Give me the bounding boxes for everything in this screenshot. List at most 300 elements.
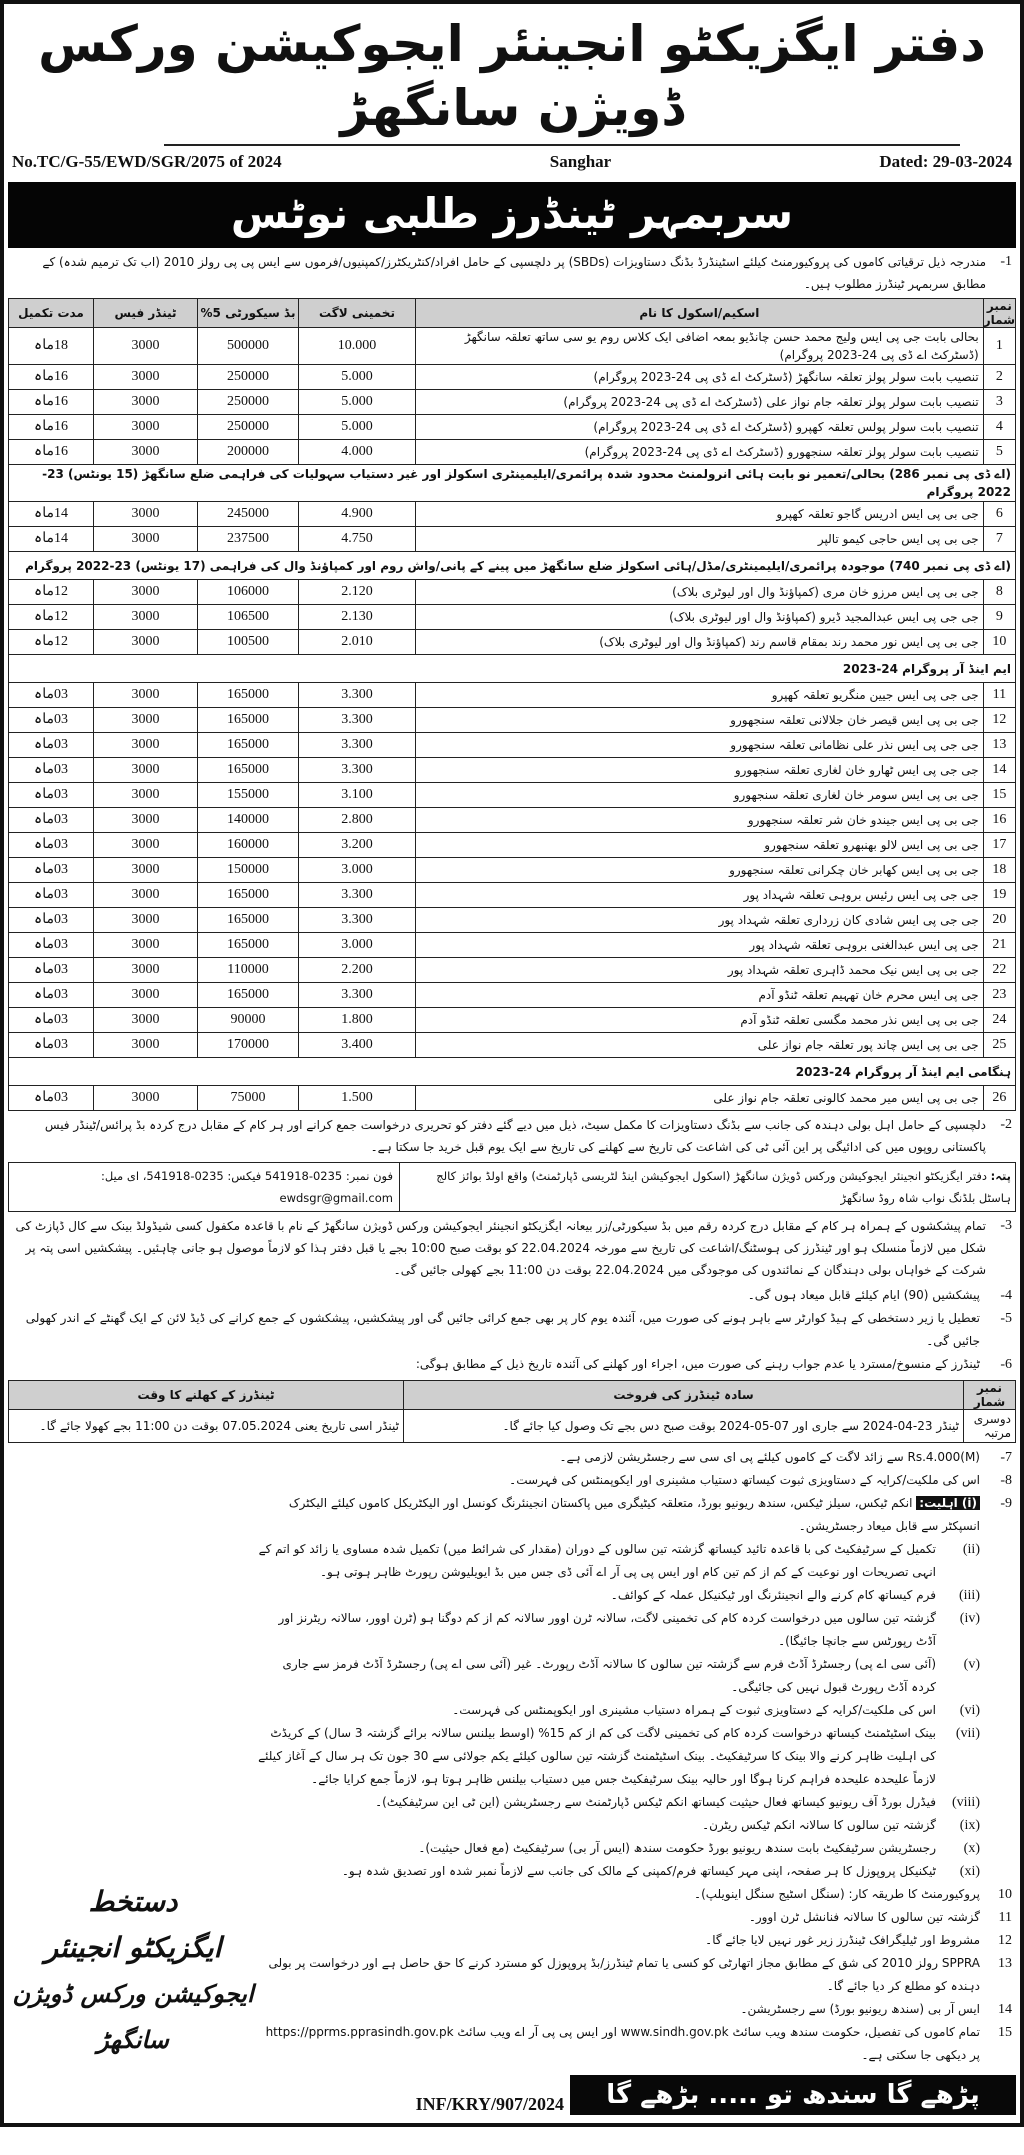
cell-bid-security: 165000 xyxy=(198,883,299,908)
cell-bid-security: 165000 xyxy=(198,708,299,733)
table-row xyxy=(9,933,1016,958)
cell-scheme-name: جی بی پی ایس چاند پور تعلقہ جام نواز علی xyxy=(416,1033,984,1058)
list-item xyxy=(258,1446,1016,1469)
cell-bid-security: 106000 xyxy=(198,580,299,605)
item-text: انکم ٹیکس، سیلز ٹیکس، سندھ ریونیو بورڈ، متعلقہ کیٹیگری میں پاکستان انجینئرنگ کونسل اور الیکٹریکل کاموں کیلئے الیکٹرک انسپکٹر سے قابل میعاد رجسٹریشن۔ xyxy=(288,1496,980,1533)
cell-estimated-cost: 3.300 xyxy=(299,733,416,758)
cell-completion-period: 12ماہ xyxy=(9,580,94,605)
cell-scheme-name: جی جی پی ایس جیین منگریو تعلقہ کھپرو xyxy=(416,683,984,708)
cell-completion-period: 03ماہ xyxy=(9,958,94,983)
cell-bid-security: 250000 xyxy=(198,390,299,415)
cell-completion-period: 03ماہ xyxy=(9,1086,94,1111)
list-item xyxy=(258,1929,1016,1952)
cell-serial: 20 xyxy=(983,908,1015,933)
section-row xyxy=(9,552,1016,580)
list-item xyxy=(258,1607,1016,1653)
list-item xyxy=(258,1722,1016,1791)
item-text: مشروط اور ٹیلیگرافک ٹینڈرز زیر غور نہیں لایا جائے گا۔ xyxy=(705,1933,980,1947)
cell-scheme-name: جی بی پی ایس نذر محمد مگسی تعلقہ ٹنڈو آدم xyxy=(416,1008,984,1033)
table-row xyxy=(9,708,1016,733)
cell-scheme-name: تنصیب بابت سولر پولز تعلقہ جام نواز علی (ڈسٹرکٹ اے ڈی پی 24-2023 پروگرام) xyxy=(416,390,984,415)
cell-serial: 15 xyxy=(983,783,1015,808)
notice-banner: سربمہر ٹینڈرز طلبی نوٹس xyxy=(8,182,1016,248)
cell-tender-fee: 3000 xyxy=(94,1033,198,1058)
cell-bid-security: 165000 xyxy=(198,983,299,1008)
cell-scheme-name: جی بی پی ایس سومر خان لغاری تعلقہ سنجھورو xyxy=(416,783,984,808)
cell-tender-fee: 3000 xyxy=(94,833,198,858)
cell-bid-security: 250000 xyxy=(198,415,299,440)
cell-tender-fee: 3000 xyxy=(94,440,198,465)
table-row xyxy=(9,365,1016,390)
cell-scheme-name: تنصیب بابت سولر پولز تعلقہ سنجھورو (ڈسٹرکٹ اے ڈی پی 24-2023 پروگرام) xyxy=(416,440,984,465)
cell-completion-period: 16ماہ xyxy=(9,390,94,415)
cell-completion-period: 14ماہ xyxy=(9,502,94,527)
cell-estimated-cost: 2.130 xyxy=(299,605,416,630)
col-completion-period: مدت تکمیل xyxy=(9,299,94,328)
cell-scheme-name: جی بی پی ایس ادریس گاجو تعلقہ کھپرو xyxy=(416,502,984,527)
item-number: 9- xyxy=(1000,1496,1012,1511)
table-row xyxy=(9,983,1016,1008)
inf-number: INF/KRY/907/2024 xyxy=(415,2094,564,2114)
cell-bid-security: 170000 xyxy=(198,1033,299,1058)
cell-completion-period: 18ماہ xyxy=(9,328,94,365)
cell-completion-period: 03ماہ xyxy=(9,683,94,708)
cell-attempt: دوسری مرتبہ xyxy=(964,1410,1016,1443)
list-item xyxy=(258,1952,1016,1998)
table-row xyxy=(9,733,1016,758)
item-number: (v) xyxy=(963,1657,980,1672)
cell-bid-security: 155000 xyxy=(198,783,299,808)
cell-serial: 23 xyxy=(983,983,1015,1008)
cell-scheme-name: جی جی پی ایس عبدالمجید ڈیرو (کمپاؤنڈ وال اور لیوٹری بلاک) xyxy=(416,605,984,630)
cell-scheme-name: جی بی پی ایس کھابر خان چکرانی تعلقہ سنجھورو xyxy=(416,858,984,883)
item-text: گزشتہ تین سالوں میں درخواست کردہ کام کی تخمینی لاگت، سالانہ ٹرن اوور سالانہ کم از کم دوگنا ہو (ٹرن اوور، سالانہ ریٹرنز اور آڈٹ رپورٹس سے جانچا جائیگا)۔ xyxy=(278,1611,936,1648)
cell-tender-fee: 3000 xyxy=(94,858,198,883)
cell-completion-period: 03ماہ xyxy=(9,783,94,808)
cell-serial: 8 xyxy=(983,580,1015,605)
cell-scheme-name: جی جی پی ایس شادی کان زرداری تعلقہ شہداد پور xyxy=(416,908,984,933)
cell-scheme-name: جی بی پی ایس حاجی کیمو تالپر xyxy=(416,527,984,552)
cell-estimated-cost: 1.800 xyxy=(299,1008,416,1033)
item-number: (xi) xyxy=(959,1864,980,1879)
paragraph-1 xyxy=(8,251,1016,295)
list-item xyxy=(258,1814,1016,1837)
cell-serial: 25 xyxy=(983,1033,1015,1058)
section-title: ایم اینڈ آر پروگرام 24-2023 xyxy=(9,655,1016,683)
section-title: (اے ڈی پی نمبر 286) بحالی/تعمیر نو بابت ہائی انرولمنٹ محدود شدہ پرائمری/ایلیمینٹری اسکولز اور غیر دستیاب سہولیات کی فراہمی ضلع سانگھڑ (15 یونٹس) 23-2022 پروگرام xyxy=(9,465,1016,502)
list-item xyxy=(258,1998,1016,2021)
item-text: بینک اسٹیٹمنٹ کیساتھ درخواست کردہ کام کی تخمینی لاگت کی کم از کم 15% (اوسط بیلنس سالانہ برائے گزشتہ 3 سال) کے کریڈٹ کی اہلیت ظاہر کرنے والا بینک کا سرٹیفکیٹ۔ بینک اسٹیٹمنٹ گزشتہ تین سالوں کیلئے یکم جولائی سے 30 جون تک ہر سال کے آغاز کیلئے لازماً علیحدہ علیحدہ فراہم کرنا ہوگا اور حالیہ بینک سرٹیفکیٹ جس میں دستیاب بیلنس ظاہر ہوتا ہو، لازماً جمع کرایا جائے۔ xyxy=(258,1726,936,1786)
table-row xyxy=(9,527,1016,552)
cell-tender-fee: 3000 xyxy=(94,605,198,630)
col-tender-fee: ٹینڈر فیس xyxy=(94,299,198,328)
item-text: تعطیل یا زیر دستخطی کے ہیڈ کوارٹر سے باہر ہونے کی صورت میں، آئندہ یوم کار پر بھی جمع کرائی جائیں گی اور پیشکشیں، پیشکشوں کے جمع کرانے کی ڈیڈ لائن کے ایک گھنٹے کے اندر کھولی جائیں گی۔ xyxy=(25,1311,980,1348)
cell-bid-security: 75000 xyxy=(198,1086,299,1111)
cell-tender-fee: 3000 xyxy=(94,808,198,833)
table-row xyxy=(9,1410,1016,1443)
cell-estimated-cost: 2.120 xyxy=(299,580,416,605)
col-scheme-name: اسکیم/اسکول کا نام xyxy=(416,299,984,328)
item-number: 15 xyxy=(998,2025,1012,2040)
cell-serial: 12 xyxy=(983,708,1015,733)
col-serial: نمبر شمار xyxy=(983,299,1015,327)
item-text: SPPRA رولز 2010 کی شق کے مطابق مجاز اتھارٹی کو کسی یا تمام ٹینڈرز/بڈ پروپوزل کو مسترد کرنے کا حق حاصل ہے اور درخواست پر بولی دہندہ کو مطلع کر دیا جائے گا۔ xyxy=(268,1956,980,1993)
list-item xyxy=(258,1538,1016,1584)
item-text: پروکیورمنٹ کا طریقہ کار: (سنگل اسٹیج سنگل اینویلپ)۔ xyxy=(694,1887,980,1901)
cell-scheme-name: جی بی پی ایس مرزو خان مری (کمپاؤنڈ وال اور لیوٹری بلاک) xyxy=(416,580,984,605)
col-estimated-cost: تخمینی لاگت xyxy=(299,299,416,328)
cell-bid-security: 500000 xyxy=(198,328,299,365)
cell-completion-period: 16ماہ xyxy=(9,365,94,390)
cell-estimated-cost: 3.400 xyxy=(299,1033,416,1058)
signatory-office: ایجوکیشن ورکس ڈویژن سانگھڑ xyxy=(12,1980,254,2054)
cell-completion-period: 03ماہ xyxy=(9,883,94,908)
cell-serial: 14 xyxy=(983,758,1015,783)
cell-tender-fee: 3000 xyxy=(94,883,198,908)
item-number: 5- xyxy=(1000,1311,1012,1326)
table-row xyxy=(9,1008,1016,1033)
office-address xyxy=(399,1163,1015,1211)
col-serial: نمبر شمار xyxy=(964,1381,1016,1410)
cell-estimated-cost: 10.000 xyxy=(299,328,416,365)
item-number: 6- xyxy=(1000,1357,1012,1372)
list-item xyxy=(258,1791,1016,1814)
table-row xyxy=(9,502,1016,527)
item-number: (iii) xyxy=(958,1588,980,1603)
item-text: (آئی سی اے پی) رجسٹرڈ آڈٹ فرم سے گزشتہ تین سالوں کا سالانہ آڈٹ رپورٹ۔ غیر (آئی سی اے پی) رجسٹرڈ آڈٹ فرمز سے جاری کردہ آڈٹ رپورٹ قبول نہیں کی جائیگی۔ xyxy=(282,1657,936,1694)
item-text: ٹیکنیکل پروپوزل کا ہر صفحہ، اپنی مہر کیساتھ فرم/کمپنی کے مالک کی جانب سے لازماً نمبر شدہ اور تصدیق شدہ ہو۔ xyxy=(341,1864,936,1878)
address-text: دفتر ایگزیکٹو انجینئر ایجوکیشن ورکس ڈویژن سانگھڑ (اسکول ایجوکیشن اینڈ لٹریسی ڈپارٹمنٹ) واقع اولڈ بوائز کالج ہاسٹل بلڈنگ نواب شاہ روڈ سانگھڑ xyxy=(436,1169,1011,1205)
item-number: (x) xyxy=(963,1841,980,1856)
date: Dated: 29-03-2024 xyxy=(879,152,1012,171)
paragraph-number: 2- xyxy=(1000,1117,1012,1132)
item-number: 8- xyxy=(1000,1473,1012,1488)
footer xyxy=(8,2075,1016,2150)
paragraph-3 xyxy=(8,1215,1016,1281)
cell-tender-fee: 3000 xyxy=(94,328,198,365)
cell-estimated-cost: 5.000 xyxy=(299,390,416,415)
cell-scheme-name: بحالی بابت جی پی ایس ولیج محمد حسن چانڈیو بمعہ اضافی ایک کلاس روم یو سی ساتھ تعلقہ سانگھڑ (ڈسٹرکٹ اے ڈی پی 24-2023 پروگرام) xyxy=(416,328,984,365)
cell-serial: 16 xyxy=(983,808,1015,833)
item-number: 14 xyxy=(998,2002,1012,2017)
signature-block xyxy=(8,1879,258,2067)
cell-tender-fee: 3000 xyxy=(94,1086,198,1111)
cell-estimated-cost: 4.900 xyxy=(299,502,416,527)
cell-tender-fee: 3000 xyxy=(94,527,198,552)
item-number: 4- xyxy=(1000,1288,1012,1303)
table-header-row xyxy=(9,299,1016,328)
item-text: پیشکشیں (90) ایام کیلئے قابل میعاد ہوں گی۔ xyxy=(747,1288,980,1302)
cell-bid-security: 250000 xyxy=(198,365,299,390)
list-item xyxy=(258,1837,1016,1860)
table-row xyxy=(9,580,1016,605)
office-title: دفتر ایگزیکٹو انجینئر ایجوکیشن ورکس ڈویژن سانگھڑ xyxy=(38,15,986,137)
paragraph-text: مندرجہ ذیل ترقیاتی کاموں کی پروکیورمنٹ کیلئے اسٹینڈرڈ بڈنگ دستاویزات (SBDs) پر دلچسپی کے حامل افراد/کنٹریکٹرز/کمپنیوں/فرموں سے ایس پی پی رولز 2010 (اب تک ترمیم شدہ) کے مطابق سربمہر ٹینڈرز مطلوب ہیں۔ xyxy=(42,255,986,291)
cell-completion-period: 03ماہ xyxy=(9,833,94,858)
place: Sanghar xyxy=(549,152,612,171)
cell-completion-period: 03ماہ xyxy=(9,708,94,733)
table-row xyxy=(9,783,1016,808)
item-text: رجسٹریشن سرٹیفکیٹ بابت سندھ ریونیو بورڈ حکومت سندھ (ایس آر بی) سرٹیفکیٹ (مع فعال حیثیت)۔ xyxy=(418,1841,936,1855)
list-item xyxy=(8,1284,1016,1307)
eligibility-label: (i) اہلیت: xyxy=(916,1496,980,1510)
paragraph-text: دلچسپی کے حامل اہل بولی دہندہ کی جانب سے بڈنگ دستاویزات کا مکمل سیٹ، ذیل میں دیے گئے دفتر کو تحریری درخواست جمع کرانے اور ہر کام کے مقابل درج کردہ بڈ پرائس/ٹینڈر فیس پاکستانی روپوں میں کی ادائیگی پر این آئی ٹی کی اشاعت کی تاریخ سے کھلنے کی تاریخ سے ایک یوم قبل خرید جا سکتا ہے۔ xyxy=(44,1118,986,1154)
item-text: اس کی ملکیت/کرایہ کے دستاویزی ثبوت کیساتھ دستیاب مشینری اور ایکوپمنٹس کی فہرست۔ xyxy=(509,1473,980,1487)
cell-serial: 22 xyxy=(983,958,1015,983)
cell-sale: ٹینڈر 23-04-2024 سے جاری اور 07-05-2024 بوقت صبح دس بجے تک وصول کیا جائے گا۔ xyxy=(404,1410,964,1443)
col-opening: ٹینڈرز کے کھلنے کا وقت xyxy=(9,1381,404,1410)
section-title: (اے ڈی پی نمبر 740) موجودہ پرائمری/ایلیمینٹری/مڈل/ہائی اسکولز ضلع سانگھڑ میں پینے کے پانی/واش روم اور کمپاؤنڈ وال کی فراہمی (17 یونٹس) 23-2022 پروگرام xyxy=(9,552,1016,580)
cell-serial: 11 xyxy=(983,683,1015,708)
table-row xyxy=(9,1033,1016,1058)
cell-bid-security: 150000 xyxy=(198,858,299,883)
cell-scheme-name: جی پی ایس عبدالغنی بروہی تعلقہ شہداد پور xyxy=(416,933,984,958)
table-row xyxy=(9,858,1016,883)
table-row xyxy=(9,833,1016,858)
cell-tender-fee: 3000 xyxy=(94,933,198,958)
re-tender-schedule-table xyxy=(8,1380,1016,1443)
item-text: اس کی ملکیت/کرایہ کے دستاویزی ثبوت کے ہمراہ دستیاب مشینری اور ایکوپمنٹس کی فہرست۔ xyxy=(452,1703,936,1717)
cell-tender-fee: 3000 xyxy=(94,908,198,933)
cell-estimated-cost: 3.300 xyxy=(299,983,416,1008)
cell-estimated-cost: 3.100 xyxy=(299,783,416,808)
list-item xyxy=(8,1307,1016,1353)
cell-scheme-name: جی بی پی ایس میر محمد کالونی تعلقہ جام نواز علی xyxy=(416,1086,984,1111)
cell-estimated-cost: 3.300 xyxy=(299,683,416,708)
cell-scheme-name: جی بی پی ایس قیصر خان جلالانی تعلقہ سنجھورو xyxy=(416,708,984,733)
table-row xyxy=(9,883,1016,908)
item-number: 13 xyxy=(998,1956,1012,1971)
cell-tender-fee: 3000 xyxy=(94,983,198,1008)
cell-scheme-name: جی بی پی ایس نیک محمد ڈاہری تعلقہ شہداد پور xyxy=(416,958,984,983)
title-divider xyxy=(164,144,960,146)
cell-scheme-name: جی جی پی ایس رئیس بروہی تعلقہ شہداد پور xyxy=(416,883,984,908)
cell-tender-fee: 3000 xyxy=(94,958,198,983)
cell-bid-security: 165000 xyxy=(198,683,299,708)
cell-tender-fee: 3000 xyxy=(94,630,198,655)
cell-tender-fee: 3000 xyxy=(94,708,198,733)
cell-completion-period: 12ماہ xyxy=(9,605,94,630)
tender-schedule-table xyxy=(8,298,1016,1111)
cell-tender-fee: 3000 xyxy=(94,365,198,390)
cell-estimated-cost: 3.300 xyxy=(299,883,416,908)
reference-number: No.TC/G-55/EWD/SGR/2075 of 2024 xyxy=(12,152,282,171)
cell-completion-period: 16ماہ xyxy=(9,415,94,440)
item-number: (vi) xyxy=(959,1703,980,1718)
cell-serial: 9 xyxy=(983,605,1015,630)
cell-bid-security: 160000 xyxy=(198,833,299,858)
item-text: گزشتہ تین سالوں کا سالانہ فنانشل ٹرن اوور۔ xyxy=(748,1910,980,1924)
cell-scheme-name: جی بی پی ایس نور محمد رند بمقام قاسم رند (کمپاؤنڈ وال اور لیوٹری بلاک) xyxy=(416,630,984,655)
paragraph-2 xyxy=(8,1114,1016,1158)
list-item xyxy=(258,1906,1016,1929)
item-number: 11 xyxy=(998,1910,1012,1925)
item-number: (viii) xyxy=(951,1795,980,1810)
item-number: (ix) xyxy=(959,1818,980,1833)
table-row xyxy=(9,958,1016,983)
table-header-row xyxy=(9,1381,1016,1410)
table-row xyxy=(9,758,1016,783)
section-row xyxy=(9,1058,1016,1086)
signature-label: دستخط xyxy=(88,1885,178,1918)
cell-bid-security: 237500 xyxy=(198,527,299,552)
cell-estimated-cost: 2.200 xyxy=(299,958,416,983)
cell-scheme-name: تنصیب بابت سولر پولس تعلقہ کھپرو (ڈسٹرکٹ اے ڈی پی 24-2023 پروگرام) xyxy=(416,415,984,440)
cell-serial: 2 xyxy=(983,365,1015,390)
item-number: 10 xyxy=(998,1887,1012,1902)
cell-bid-security: 100500 xyxy=(198,630,299,655)
list-item xyxy=(258,1860,1016,1883)
cell-serial: 5 xyxy=(983,440,1015,465)
item-text: ایس آر بی (سندھ ریونیو بورڈ) سے رجسٹریشن۔ xyxy=(740,2002,980,2016)
slogan-banner: پڑھے گا سندھ تو ..... بڑھے گا سندھ xyxy=(570,2075,1016,2115)
list-item xyxy=(258,1883,1016,1906)
cell-completion-period: 12ماہ xyxy=(9,630,94,655)
table-row xyxy=(9,605,1016,630)
cell-serial: 4 xyxy=(983,415,1015,440)
cell-completion-period: 03ماہ xyxy=(9,808,94,833)
cell-bid-security: 165000 xyxy=(198,908,299,933)
cell-serial: 17 xyxy=(983,833,1015,858)
table-row xyxy=(9,415,1016,440)
cell-completion-period: 03ماہ xyxy=(9,1008,94,1033)
section-row xyxy=(9,465,1016,502)
cell-estimated-cost: 5.000 xyxy=(299,365,416,390)
contact-info: فون نمبر: 0235-541918 فیکس: 0235-541918، ای میل: ewdsgr@gmail.com xyxy=(100,1169,393,1205)
cell-scheme-name: جی بی پی ایس لالو بھنبھرو تعلقہ سنجھورو xyxy=(416,833,984,858)
cell-serial: 18 xyxy=(983,858,1015,883)
cell-serial: 10 xyxy=(983,630,1015,655)
paragraph-text: تمام پیشکشوں کے ہمراہ ہر کام کے مقابل درج کردہ رقم میں بڈ سیکورٹی/زر بیعانہ ایگزیکٹو انجینئر ایجوکیشن ورکس ڈویژن سانگھڑ کے نام با قاعدہ مکفول کسی شیڈولڈ بینک سے کال ڈپازٹ کی شکل میں لازماً منسلک ہو اور ٹینڈرز کی ہوسٹنگ/اشاعت کی تاریخ سے مورخہ 22.04.2024 کو بوقت صبح 10:00 بجے یا قبل دفتر ہذا کو لازماً موصول ہو جانی چاہئیں۔ پیشکشیں اسی پتہ پر شرکت کے خواہاں بولی دہندگان کے نمائندوں کی موجودگی میں 22.04.2024 بوقت دن 11:00 بجے کھولی جائیں گی۔ xyxy=(15,1219,986,1277)
cell-estimated-cost: 3.000 xyxy=(299,933,416,958)
table-row xyxy=(9,630,1016,655)
cell-tender-fee: 3000 xyxy=(94,580,198,605)
table-row xyxy=(9,908,1016,933)
table-row xyxy=(9,683,1016,708)
reference-line xyxy=(8,152,1016,176)
item-text: گزشتہ تین سالوں کا سالانہ انکم ٹیکس ریٹرن۔ xyxy=(702,1818,936,1832)
cell-estimated-cost: 3.300 xyxy=(299,908,416,933)
item-text: ٹینڈرز کے منسوخ/مسترد یا عدم جواب رہنے کی صورت میں، اجراء اور کھلنے کی آئندہ تاریخ ذیل کے مطابق ہوگی: xyxy=(415,1357,980,1371)
cell-bid-security: 165000 xyxy=(198,758,299,783)
item-number: (ii) xyxy=(962,1542,980,1557)
cell-tender-fee: 3000 xyxy=(94,758,198,783)
list-item xyxy=(258,1653,1016,1699)
cell-scheme-name: جی پی ایس محرم خان تھہیم تعلقہ ٹنڈو آدم xyxy=(416,983,984,1008)
cell-serial: 21 xyxy=(983,933,1015,958)
cell-completion-period: 03ماہ xyxy=(9,758,94,783)
cell-estimated-cost: 1.500 xyxy=(299,1086,416,1111)
cell-estimated-cost: 3.200 xyxy=(299,833,416,858)
table-row xyxy=(9,1086,1016,1111)
cell-serial: 24 xyxy=(983,1008,1015,1033)
cell-completion-period: 03ماہ xyxy=(9,933,94,958)
cell-bid-security: 245000 xyxy=(198,502,299,527)
signatory-title: ایگزیکٹو انجینئر xyxy=(44,1931,222,1964)
col-bid-security: بڈ سیکورٹی 5% xyxy=(198,299,299,328)
cell-estimated-cost: 5.000 xyxy=(299,415,416,440)
address-label: پتہ: xyxy=(990,1169,1011,1183)
item-text: تمام کاموں کی تفصیل، حکومت سندھ ویب سائٹ www.sindh.gov.pk اور ایس پی پی آر اے ویب سائٹ https://pprms.pprasindh.gov.pk پر دیکھی جا سکتی ہے۔ xyxy=(265,2025,980,2062)
cell-completion-period: 03ماہ xyxy=(9,858,94,883)
item-number: (vii) xyxy=(955,1726,980,1741)
cell-completion-period: 03ماہ xyxy=(9,983,94,1008)
item-number: (iv) xyxy=(959,1611,980,1626)
cell-serial: 7 xyxy=(983,527,1015,552)
cell-bid-security: 90000 xyxy=(198,1008,299,1033)
list-item xyxy=(258,1469,1016,1492)
cell-estimated-cost: 4.750 xyxy=(299,527,416,552)
list-item xyxy=(258,2021,1016,2067)
item-number: 12 xyxy=(998,1933,1012,1948)
cell-serial: 26 xyxy=(983,1086,1015,1111)
conditions-list-a xyxy=(8,1284,1016,1376)
cell-scheme-name: جی جی پی ایس نذر علی نظامانی تعلقہ سنجھورو xyxy=(416,733,984,758)
list-item xyxy=(258,1492,1016,1538)
list-item xyxy=(258,1699,1016,1722)
col-sale: سادہ ٹینڈرز کی فروخت xyxy=(404,1381,964,1410)
address-box xyxy=(8,1162,1016,1212)
cell-estimated-cost: 3.000 xyxy=(299,858,416,883)
cell-completion-period: 03ماہ xyxy=(9,733,94,758)
item-text: Rs.4.000(M) سے زائد لاگت کے کاموں کیلئے پی ای سی سے رجسٹریشن لازمی ہے۔ xyxy=(559,1450,980,1464)
cell-estimated-cost: 3.300 xyxy=(299,758,416,783)
cell-tender-fee: 3000 xyxy=(94,783,198,808)
list-item xyxy=(8,1353,1016,1376)
conditions-list-b xyxy=(258,1446,1016,2067)
cell-scheme-name: جی جی پی ایس ٹھارو خان لغاری تعلقہ سنجھورو xyxy=(416,758,984,783)
cell-tender-fee: 3000 xyxy=(94,415,198,440)
cell-opening: ٹینڈر اسی تاریخ یعنی 07.05.2024 بوقت دن 11:00 بجے کھولا جائے گا۔ xyxy=(9,1410,404,1443)
cell-estimated-cost: 2.010 xyxy=(299,630,416,655)
cell-tender-fee: 3000 xyxy=(94,390,198,415)
paragraph-number: 3- xyxy=(1000,1218,1012,1233)
section-row xyxy=(9,655,1016,683)
section-title: ہنگامی ایم اینڈ آر پروگرام 24-2023 xyxy=(9,1058,1016,1086)
cell-tender-fee: 3000 xyxy=(94,733,198,758)
cell-bid-security: 165000 xyxy=(198,933,299,958)
cell-completion-period: 14ماہ xyxy=(9,527,94,552)
cell-estimated-cost: 2.800 xyxy=(299,808,416,833)
cell-completion-period: 16ماہ xyxy=(9,440,94,465)
table-row xyxy=(9,440,1016,465)
cell-estimated-cost: 3.300 xyxy=(299,708,416,733)
cell-bid-security: 110000 xyxy=(198,958,299,983)
table-row xyxy=(9,328,1016,365)
cell-tender-fee: 3000 xyxy=(94,502,198,527)
cell-completion-period: 03ماہ xyxy=(9,908,94,933)
table-row xyxy=(9,390,1016,415)
item-text: فرم کیساتھ کام کرنے والے انجینئرنگ اور ٹیکنیکل عملہ کے کوائف۔ xyxy=(610,1588,936,1602)
cell-serial: 3 xyxy=(983,390,1015,415)
item-text: فیڈرل بورڈ آف ریونیو کیساتھ فعال حیثیت کیساتھ انکم ٹیکس ڈپارٹمنٹ سے رجسٹریشن (این ٹی این سرٹیفکیٹ)۔ xyxy=(375,1795,936,1809)
cell-bid-security: 165000 xyxy=(198,733,299,758)
cell-tender-fee: 3000 xyxy=(94,1008,198,1033)
cell-serial: 6 xyxy=(983,502,1015,527)
item-number: 7- xyxy=(1000,1450,1012,1465)
cell-completion-period: 03ماہ xyxy=(9,1033,94,1058)
cell-tender-fee: 3000 xyxy=(94,683,198,708)
cell-estimated-cost: 4.000 xyxy=(299,440,416,465)
lower-section xyxy=(8,1446,1016,2067)
cell-bid-security: 140000 xyxy=(198,808,299,833)
cell-serial: 19 xyxy=(983,883,1015,908)
cell-serial: 1 xyxy=(983,328,1015,365)
cell-scheme-name: جی بی پی ایس جیندو خان شر تعلقہ سنجھورو xyxy=(416,808,984,833)
table-row xyxy=(9,808,1016,833)
list-item xyxy=(258,1584,1016,1607)
paragraph-number: 1- xyxy=(1000,254,1012,269)
